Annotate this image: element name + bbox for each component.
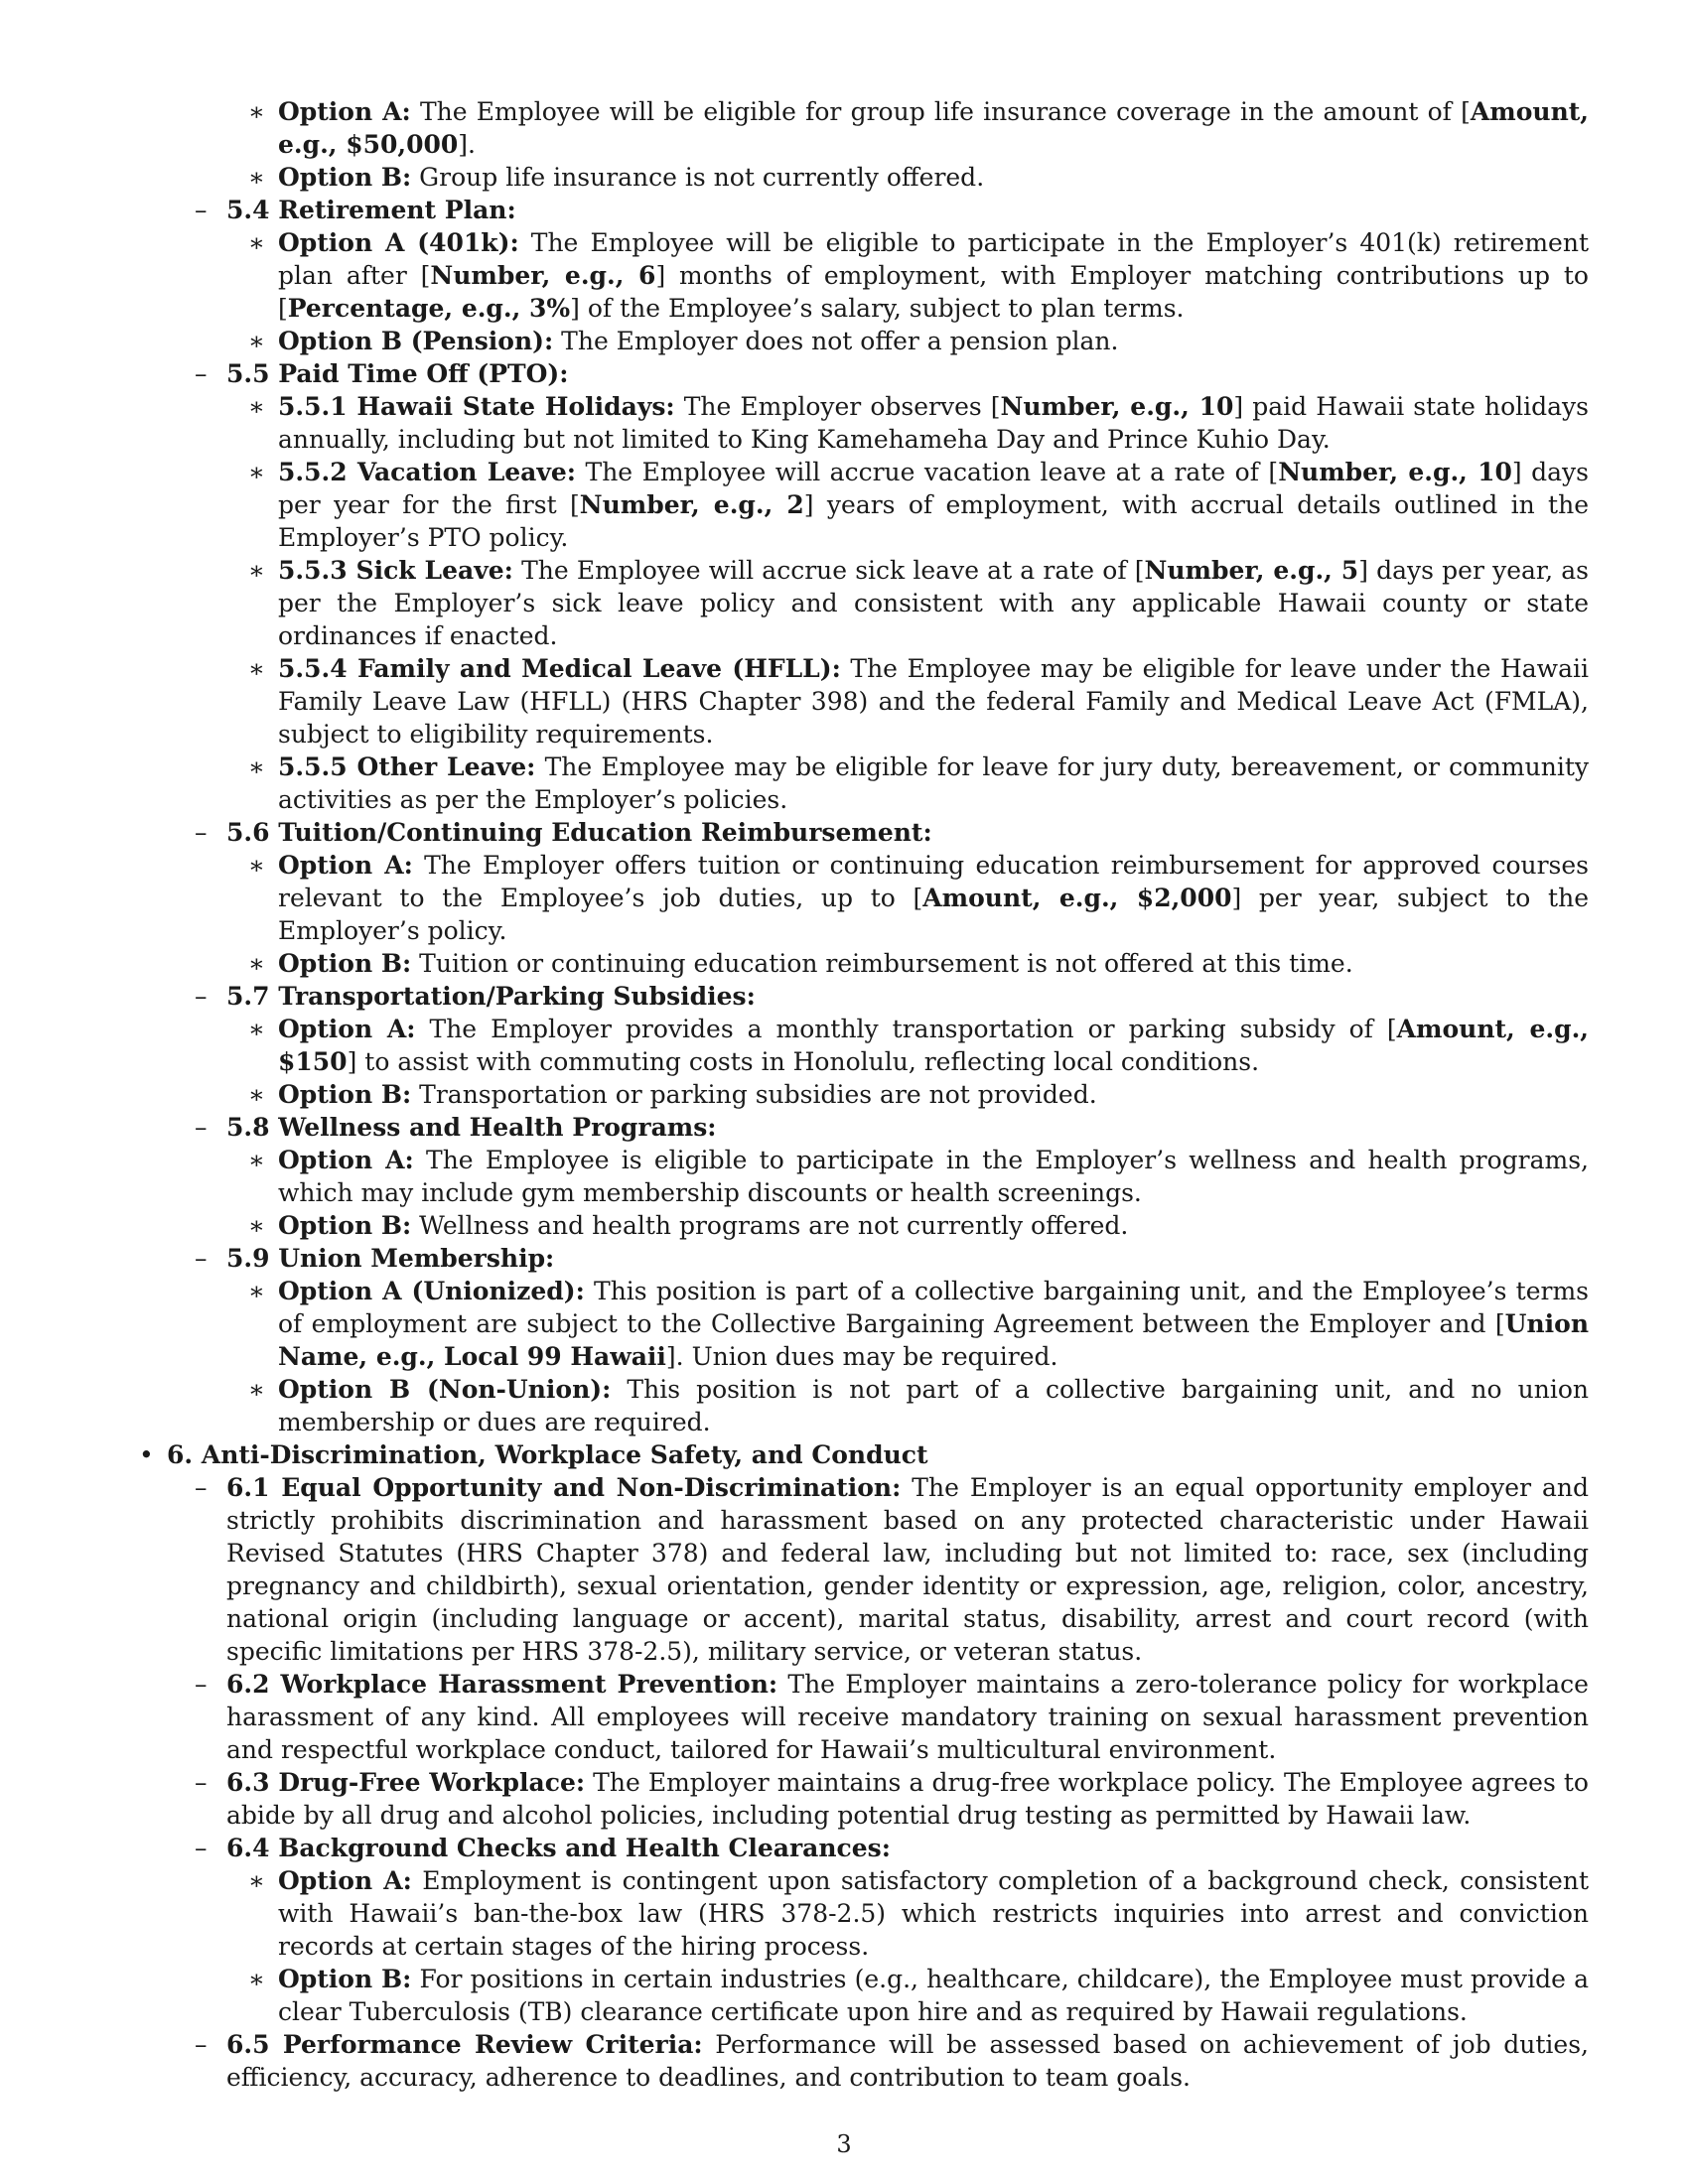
transport-options — [139, 1013, 1589, 1111]
wellness-option-b: ∗ Option B: Wellness and health programs are not currently offered. — [248, 1211, 1129, 1240]
page-number: 3 — [836, 2130, 852, 2158]
section-5-4 — [139, 194, 1589, 226]
life-option-a: ∗ Option A: The Employee will be eligible for group life insurance coverage in the amount of [Amount, e.g., $50,000]. — [248, 97, 1590, 159]
tuition-options — [139, 849, 1589, 980]
list-marker: ∗ — [248, 97, 265, 126]
list-marker: – — [195, 1113, 208, 1142]
document-page — [139, 95, 1589, 2094]
list-marker: ∗ — [248, 327, 265, 355]
section-heading: 5.5 Paid Time Off (PTO): — [226, 359, 569, 388]
list-marker: • — [139, 1440, 154, 1469]
list-marker: ∗ — [248, 1211, 265, 1240]
list-marker: – — [195, 2030, 208, 2059]
list-marker: – — [195, 1768, 208, 1797]
list-marker: – — [195, 982, 208, 1011]
list-marker: ∗ — [248, 228, 265, 257]
section-5-6-heading — [139, 816, 1589, 849]
list-marker: ∗ — [248, 654, 265, 683]
list-marker: – — [195, 1670, 208, 1699]
list-marker: ∗ — [248, 851, 265, 880]
list-marker: ∗ — [248, 458, 265, 486]
background-option-b: ∗ Option B: For positions in certain industries (e.g., healthcare, childcare), the Employee must provide a clear Tuberculosis (TB) clearance certificate upon hire and as required by Hawaii regulations. — [248, 1965, 1590, 2026]
tuition-option-b: ∗ Option B: Tuition or continuing education reimbursement is not offered at this time. — [248, 949, 1353, 978]
pto-holidays: ∗ 5.5.1 Hawaii State Holidays: The Employer observes [Number, e.g., 10] paid Hawaii state holidays annually, including but not limited to King Kamehameha Day and Prince Kuhio Day. — [248, 392, 1589, 454]
section-5-8 — [139, 1111, 1589, 1144]
section-5-7 — [139, 980, 1589, 1013]
section-6-heading — [139, 1438, 1589, 1471]
list-marker: ∗ — [248, 1080, 265, 1109]
section-5-subsections — [139, 194, 1589, 226]
list-marker: – — [195, 1244, 208, 1273]
transport-option-a: ∗ Option A: The Employer provides a monthly transportation or parking subsidy of [Amount, e.g., $150] to assist with commuting costs in Honolulu, reflecting local conditions. — [248, 1015, 1589, 1076]
pto-items — [139, 390, 1589, 816]
section-heading: 6. Anti-Discrimination, Workplace Safety, and Conduct — [167, 1440, 928, 1469]
section-5-7-heading — [139, 980, 1589, 1013]
list-marker: ∗ — [248, 1866, 265, 1895]
background-options — [139, 1864, 1589, 2028]
list-marker: – — [195, 196, 208, 224]
pto-other: ∗ 5.5.5 Other Leave: The Employee may be eligible for leave for jury duty, bereavement, or community activities as per the Employer’s policies. — [248, 752, 1589, 814]
section-5-9-heading — [139, 1242, 1589, 1275]
pto-vacation: ∗ 5.5.2 Vacation Leave: The Employee will accrue vacation leave at a rate of [Number, e.g., 10] days per year for the first [Number, e.g., 2] years of employment, with accrual details outlined in the Employer’s PTO policy. — [248, 458, 1589, 552]
list-marker: – — [195, 1473, 208, 1502]
life-option-b: ∗ Option B: Group life insurance is not currently offered. — [248, 163, 985, 192]
section-heading: 5.4 Retirement Plan: — [226, 196, 516, 224]
union-options — [139, 1275, 1589, 1438]
list-marker: – — [195, 1834, 208, 1862]
union-option-b: ∗ Option B (Non-Union): This position is not part of a collective bargaining unit, and no union membership or dues are required. — [248, 1375, 1590, 1436]
list-marker: – — [195, 359, 208, 388]
list-marker: ∗ — [248, 752, 265, 781]
list-marker: ∗ — [248, 1277, 265, 1305]
tuition-option-a: ∗ Option A: The Employer offers tuition or continuing education reimbursement for approved courses relevant to the Employee’s job duties, up to [Amount, e.g., $2,000] per year, subject to the Employer’s policy. — [248, 851, 1590, 945]
section-6-1: – 6.1 Equal Opportunity and Non-Discrimination: The Employer is an equal opportunity employer and strictly prohibits discrimination and harassment based on any protected characteristic under Hawaii Revised Statutes (HRS Chapter 378) and federal law, including but not limited to: race, sex (including pregnancy and childbirth), sexual orientation, gender identity or expression, age, religion, color, ancestry, national origin (including language or accent), marital status, disability, arrest and court record (with specific limitations per HRS 378-2.5), military service, or veteran status. — [195, 1473, 1589, 1666]
section-5-8-heading — [139, 1111, 1589, 1144]
list-marker: ∗ — [248, 1375, 265, 1404]
section-6-3: – 6.3 Drug-Free Workplace: The Employer maintains a drug-free workplace policy. The Employee agrees to abide by all drug and alcohol policies, including potential drug testing as permitted by Hawaii law. — [195, 1768, 1589, 1830]
list-marker: ∗ — [248, 392, 265, 421]
section-5-6 — [139, 816, 1589, 849]
list-marker: ∗ — [248, 163, 265, 192]
life-insurance-options — [139, 95, 1589, 194]
section-heading: 5.8 Wellness and Health Programs: — [226, 1113, 717, 1142]
pto-sick: ∗ 5.5.3 Sick Leave: The Employee will accrue sick leave at a rate of [Number, e.g., 5] days per year, as per the Employer’s sick leave policy and consistent with any applicable Hawaii county or state ordinances if enacted. — [248, 556, 1589, 650]
section-heading: 6.4 Background Checks and Health Clearances: — [226, 1834, 891, 1862]
section-heading: 5.9 Union Membership: — [226, 1244, 555, 1273]
section-6-5: – 6.5 Performance Review Criteria: Performance will be assessed based on achievement of job duties, efficiency, accuracy, adherence to deadlines, and contribution to team goals. — [195, 2030, 1589, 2092]
list-marker: ∗ — [248, 1146, 265, 1174]
section-5-5-heading — [139, 357, 1589, 390]
list-marker: – — [195, 818, 208, 847]
section-6-4 — [139, 1832, 1589, 1864]
section-heading: 5.6 Tuition/Continuing Education Reimbursement: — [226, 818, 932, 847]
section-6-5-list — [139, 2028, 1589, 2094]
list-marker: ∗ — [248, 1965, 265, 1993]
wellness-option-a: ∗ Option A: The Employee is eligible to participate in the Employer’s wellness and health programs, which may include gym membership discounts or health screenings. — [248, 1146, 1590, 1207]
section-6-2: – 6.2 Workplace Harassment Prevention: The Employer maintains a zero-tolerance policy for workplace harassment of any kind. All employees will receive mandatory training on sexual harassment prevention and respectful workplace conduct, tailored for Hawaii’s multicultural environment. — [195, 1670, 1589, 1764]
section-5-9 — [139, 1242, 1589, 1275]
retirement-option-a: ∗ Option A (401k): The Employee will be eligible to participate in the Employer’s 401(k) retirement plan after [Number, e.g., 6] months of employment, with Employer matching contributions up to [Percentage, e.g., 3%] of the Employee’s salary, subject to plan terms. — [248, 228, 1589, 323]
transport-option-b: ∗ Option B: Transportation or parking subsidies are not provided. — [248, 1080, 1097, 1109]
retirement-option-b: ∗ Option B (Pension): The Employer does not offer a pension plan. — [248, 327, 1119, 355]
union-option-a: ∗ Option A (Unionized): This position is part of a collective bargaining unit, and the Employee’s terms of employment are subject to the Collective Bargaining Agreement between the Employer and [Union Name, e.g., Local 99 Hawaii]. Union dues may be required. — [248, 1277, 1589, 1371]
section-heading: 5.7 Transportation/Parking Subsidies: — [226, 982, 756, 1011]
retirement-options — [139, 226, 1589, 357]
wellness-options — [139, 1144, 1589, 1242]
list-marker: ∗ — [248, 1015, 265, 1043]
background-option-a: ∗ Option A: Employment is contingent upon satisfactory completion of a background check, consistent with Hawaii’s ban-the-box law (HRS 378-2.5) which restricts inquiries into arrest and conviction records at certain stages of the hiring process. — [248, 1866, 1589, 1961]
list-marker: ∗ — [248, 949, 265, 978]
list-marker: ∗ — [248, 556, 265, 585]
section-5-5 — [139, 357, 1589, 390]
pto-family-medical: ∗ 5.5.4 Family and Medical Leave (HFLL): The Employee may be eligible for leave under the Hawaii Family Leave Law (HFLL) (HRS Chapter 398) and the federal Family and Medical Leave Act (FMLA), subject to eligibility requirements. — [248, 654, 1589, 749]
section-6-items — [139, 1471, 1589, 1864]
section-6 — [139, 1438, 1589, 1471]
